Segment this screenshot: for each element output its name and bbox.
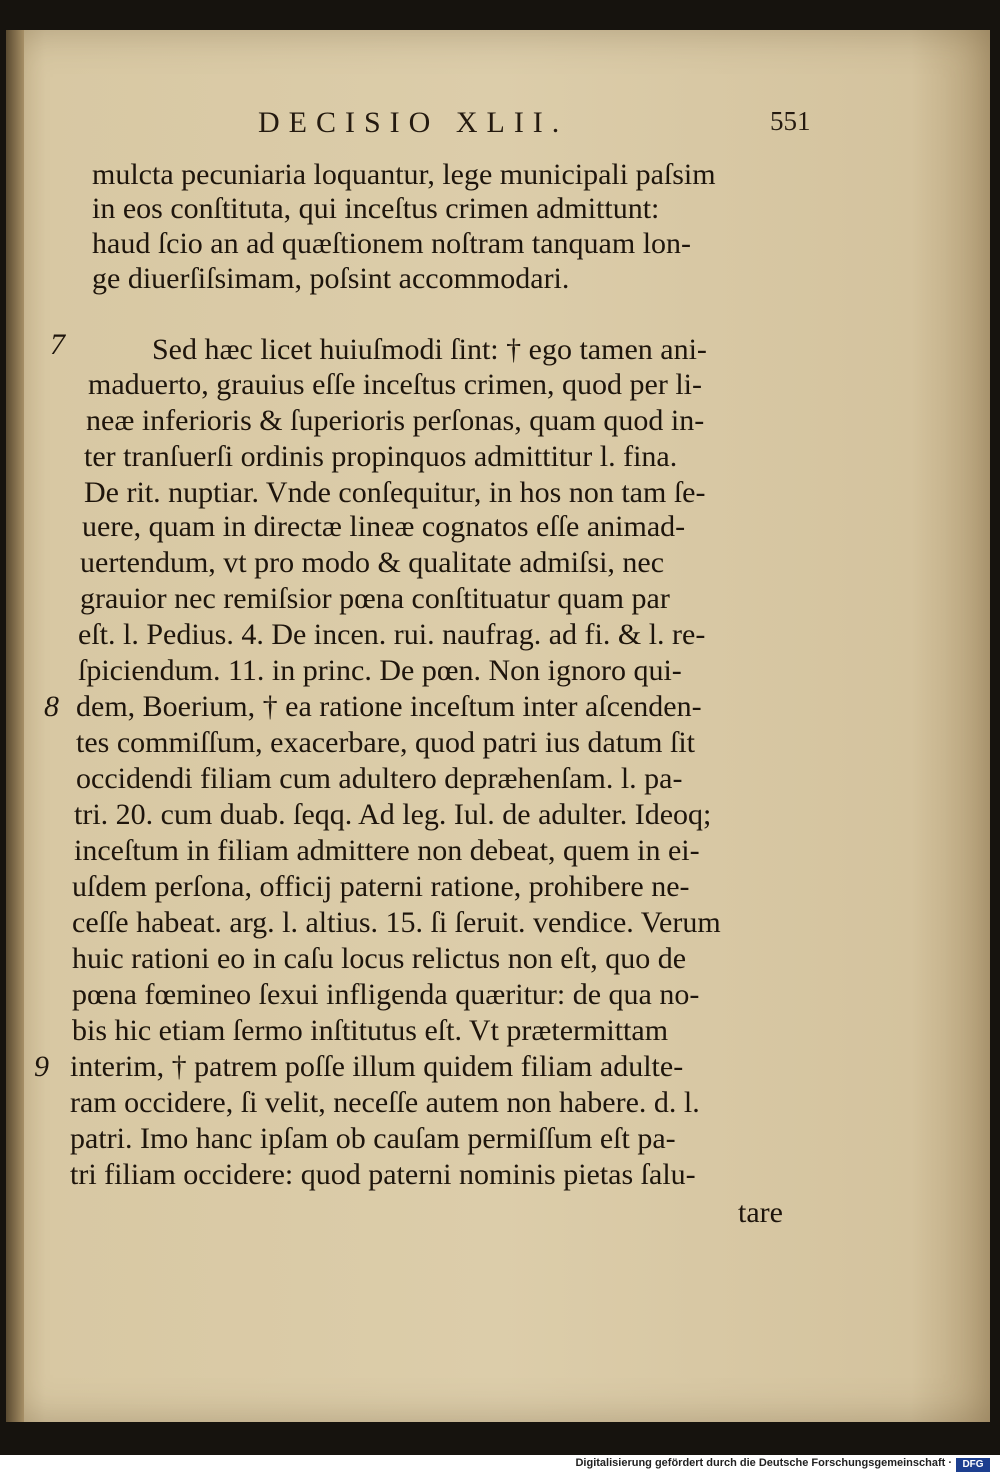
- text-line: maduerto, grauius eſſe inceſtus crimen, quod per li‑: [88, 368, 702, 401]
- margin-number: 7: [50, 328, 65, 361]
- page-spine: [6, 30, 24, 1422]
- text-line: Sed hæc licet huiuſmodi ſint: † ego tamen ani‑: [152, 333, 707, 366]
- text-line: uere, quam in directæ lineæ cognatos eſſe animad‑: [82, 510, 686, 543]
- text-line: ter tranſuerſi ordinis propinquos admittitur l. fina.: [84, 440, 678, 473]
- dfg-logo: DFG: [956, 1458, 990, 1472]
- footer-credit: Digitalisierung gefördert durch die Deutsche Forschungsgemeinschaft ·: [575, 1457, 952, 1469]
- text-line: neæ inferioris & ſuperioris perſonas, quam quod in‑: [86, 404, 705, 437]
- text-line: ceſſe habeat. arg. l. altius. 15. ſi ſeruit. vendice. Verum: [72, 906, 721, 939]
- margin-number: 8: [44, 690, 59, 723]
- running-header-title: DECISIO XLII.: [258, 106, 569, 139]
- page-number: 551: [770, 106, 811, 136]
- text-line: haud ſcio an ad quæſtionem noſtram tanquam lon‑: [92, 227, 692, 260]
- text-line: huic rationi eo in caſu locus relictus non eſt, quo de: [72, 942, 687, 975]
- text-line: tes commiſſum, exacerbare, quod patri ius datum ſit: [76, 726, 695, 759]
- catchword: tare: [738, 1196, 783, 1229]
- text-line: inceſtum in filiam admittere non debeat, quem in ei‑: [74, 834, 700, 867]
- text-line: tri filiam occidere: quod paterni nominis pietas ſalu‑: [70, 1158, 696, 1191]
- text-line: tri. 20. cum duab. ſeqq. Ad leg. Iul. de adulter. Ideoq;: [74, 798, 712, 831]
- text-line: bis hic etiam ſermo inſtitutus eſt. Vt prætermittam: [72, 1014, 669, 1047]
- text-line: patri. Imo hanc ipſam ob cauſam permiſſum eſt pa‑: [70, 1122, 676, 1155]
- text-line: mulcta pecuniaria loquantur, lege municipali paſsim: [92, 158, 716, 191]
- text-line: occidendi filiam cum adultero depræhenſam. l. pa‑: [76, 762, 683, 795]
- text-line: uſdem perſona, officij paterni ratione, prohibere ne‑: [72, 870, 690, 903]
- text-line: dem, Boerium, † ea ratione inceſtum inter aſcenden‑: [76, 690, 702, 723]
- text-line: uertendum, vt pro modo & qualitate admiſsi, nec: [80, 546, 665, 579]
- text-line: ſpiciendum. 11. in princ. De pœn. Non ignoro qui‑: [78, 654, 682, 687]
- text-line: grauior nec remiſsior pœna conſtituatur quam par: [80, 582, 670, 615]
- text-line: ram occidere, ſi velit, neceſſe autem non habere. d. l.: [70, 1086, 700, 1119]
- text-line: in eos conſtituta, qui inceſtus crimen admittunt:: [92, 192, 660, 225]
- text-line: ge diuerſiſsimam, poſsint accommodari.: [92, 262, 570, 295]
- margin-number: 9: [34, 1050, 49, 1083]
- text-line: pœna fœmineo ſexui infligenda quæritur: de qua no‑: [72, 978, 700, 1011]
- text-line: eſt. l. Pedius. 4. De incen. rui. naufrag. ad fi. & l. re‑: [78, 618, 706, 651]
- text-line: De rit. nuptiar. Vnde conſequitur, in hos non tam ſe‑: [84, 476, 706, 509]
- footer-bar: [0, 1455, 1000, 1475]
- text-line: interim, † patrem poſſe illum quidem filiam adulte‑: [70, 1050, 684, 1083]
